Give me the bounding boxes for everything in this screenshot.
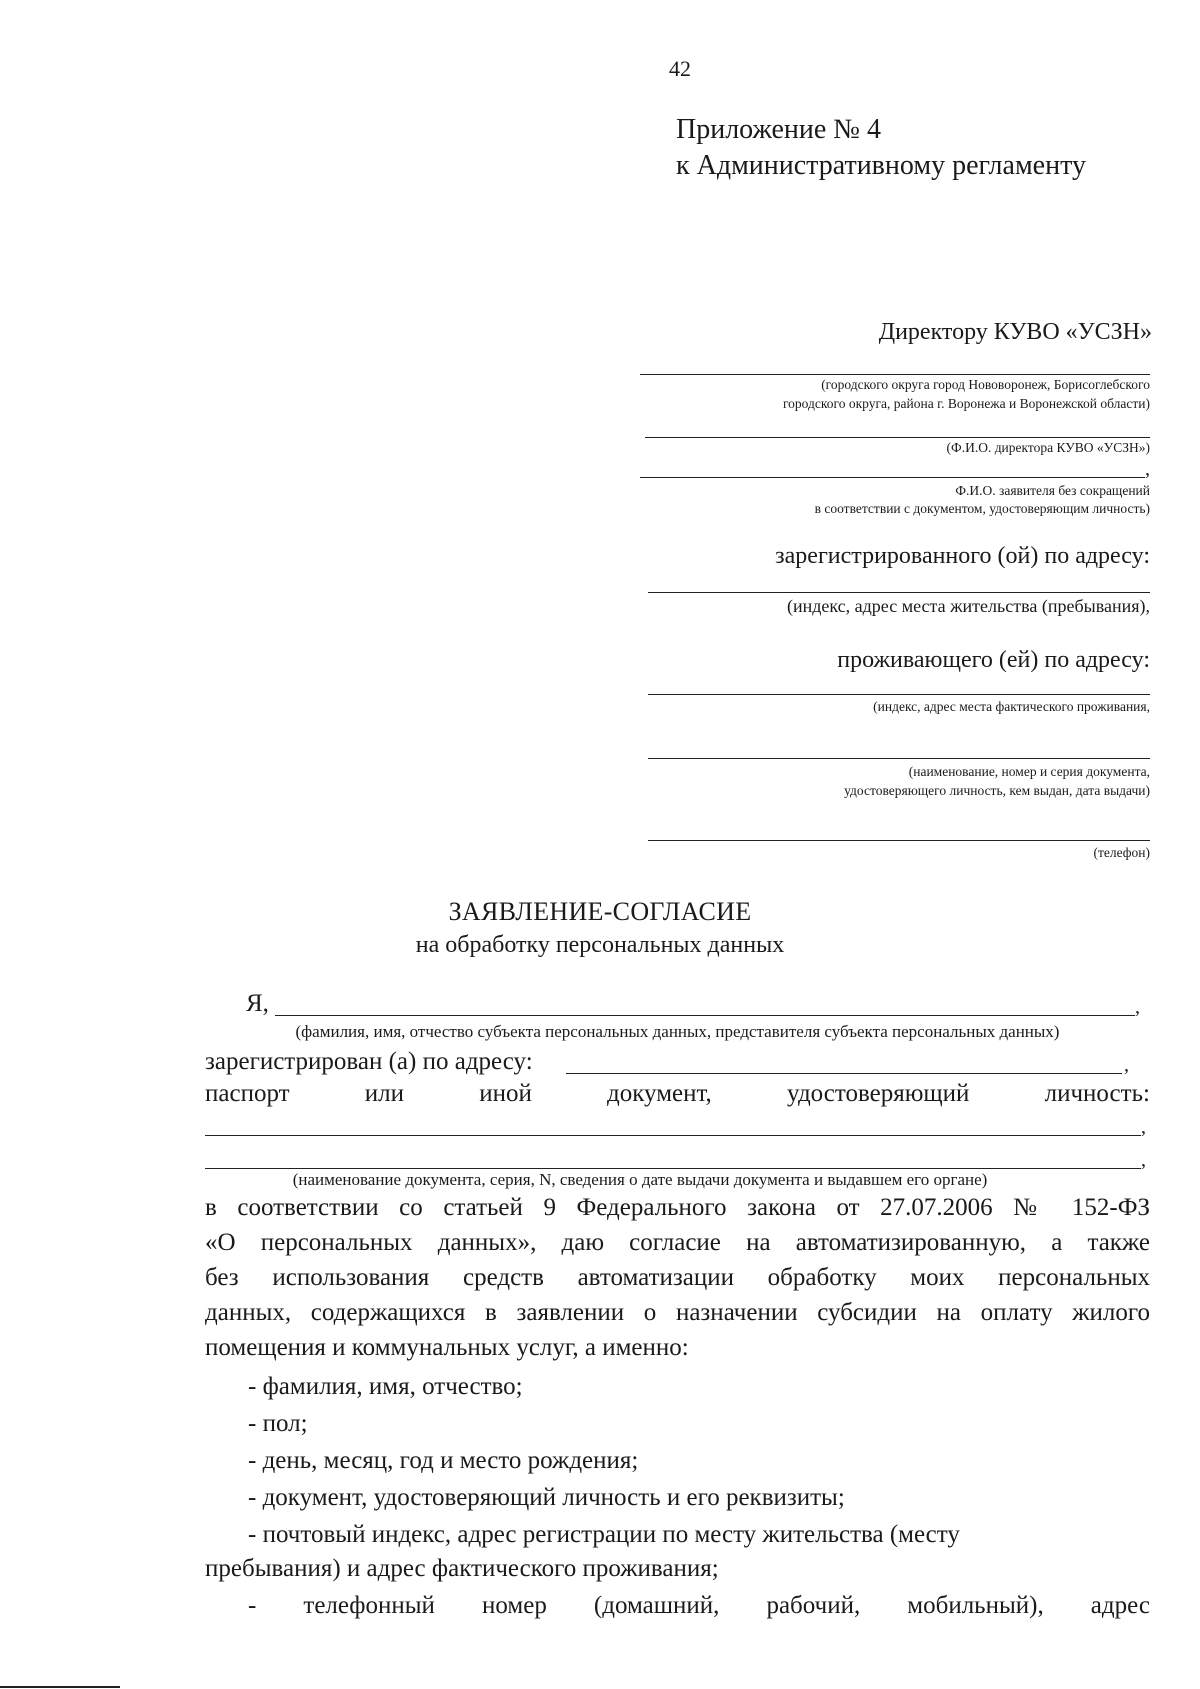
note-phone: (телефон) xyxy=(1093,845,1150,860)
list-item: - пол; xyxy=(248,1410,308,1437)
note-applicant-2: в соответствии с документом, удостоверяющим личность) xyxy=(814,501,1150,516)
word: рабочий, xyxy=(766,1592,861,1619)
blank-line-document-2 xyxy=(205,1168,1141,1169)
word: удостоверяющий xyxy=(787,1080,970,1107)
comma: , xyxy=(1135,996,1140,1018)
word: номер xyxy=(482,1592,547,1619)
consent-line-2 xyxy=(205,1229,1150,1257)
document-title: ЗАЯВЛЕНИЕ-СОГЛАСИЕ xyxy=(448,897,752,926)
note-fact-address: (индекс, адрес места фактического проживания, xyxy=(873,699,1150,714)
word: или xyxy=(364,1080,404,1107)
word: (домашний, xyxy=(593,1592,720,1619)
appendix-reference: к Административному регламенту xyxy=(676,150,1086,181)
word: адрес xyxy=(1090,1592,1150,1619)
comma: , xyxy=(1141,1116,1146,1138)
word: иной xyxy=(479,1080,532,1107)
consent-line-1 xyxy=(205,1194,1150,1222)
list-item-continuation: пребывания) и адрес фактического проживания; xyxy=(205,1555,719,1582)
appendix-number: Приложение № 4 xyxy=(676,114,881,145)
consent-line-3 xyxy=(205,1264,1150,1292)
consent-text: данных, содержащихся в заявлении о назначении субсидии на оплату жилого xyxy=(205,1299,1150,1326)
blank-line-document xyxy=(648,758,1150,759)
passport-line xyxy=(205,1080,1150,1108)
registered-label: зарегистрированного (ой) по адресу: xyxy=(775,543,1150,569)
consent-text: без использования средств автоматизации обработку моих персональных xyxy=(205,1264,1150,1291)
blank-line-director xyxy=(645,437,1150,438)
scan-edge-mark xyxy=(0,1686,120,1688)
note-doc-2: удостоверяющего личность, кем выдан, дата выдачи) xyxy=(844,783,1150,798)
consent-line-5: помещения и коммунальных услуг, а именно: xyxy=(205,1334,689,1361)
word: - xyxy=(248,1592,257,1619)
note-subject: (фамилия, имя, отчество субъекта персональных данных, представителя субъекта персональных данных) xyxy=(295,1022,1060,1041)
note-reg-address: (индекс, адрес места жительства (пребывания), xyxy=(786,596,1150,616)
blank-line-district xyxy=(640,374,1150,375)
note-district-1: (городского округа город Нововоронеж, Борисоглебского xyxy=(821,377,1150,392)
list-item: - почтовый индекс, адрес регистрации по месту жительства (месту xyxy=(248,1521,960,1548)
blank-line-name xyxy=(275,1015,1135,1016)
word: мобильный), xyxy=(907,1592,1044,1619)
addressee: Директору КУВО «УСЗН» xyxy=(878,319,1152,345)
consent-text: «О персональных данных», даю согласие на автоматизированную, а также xyxy=(205,1229,1150,1256)
blank-line-address xyxy=(566,1073,1122,1074)
blank-line-fact-address xyxy=(648,694,1150,695)
word: личность: xyxy=(1044,1080,1150,1107)
comma: , xyxy=(1124,1054,1129,1076)
blank-line-phone xyxy=(648,840,1150,841)
blank-line-applicant xyxy=(640,477,1145,478)
note-director: (Ф.И.О. директора КУВО «УСЗН») xyxy=(946,440,1150,455)
blank-line-reg-address xyxy=(648,592,1150,593)
document-subtitle: на обработку персональных данных xyxy=(415,932,785,958)
living-label: проживающего (ей) по адресу: xyxy=(837,647,1150,673)
ya-label: Я, xyxy=(246,990,269,1017)
list-item: - документ, удостоверяющий личность и его реквизиты; xyxy=(248,1484,845,1511)
registered-at-label: зарегистрирован (а) по адресу: xyxy=(205,1048,533,1075)
word: документ, xyxy=(607,1080,712,1107)
comma: , xyxy=(1141,1149,1146,1171)
list-item: - день, месяц, год и место рождения; xyxy=(248,1447,639,1474)
last-list-item xyxy=(248,1592,1150,1620)
note-applicant-1: Ф.И.О. заявителя без сокращений xyxy=(955,483,1150,498)
blank-line-document-1 xyxy=(205,1135,1141,1136)
word: телефонный xyxy=(303,1592,435,1619)
consent-line-4 xyxy=(205,1299,1150,1327)
consent-text: в соответствии со статьей 9 Федерального закона от 27.07.2006 № 152-ФЗ xyxy=(205,1194,1150,1221)
note-district-2: городского округа, района г. Воронежа и Воронежской области) xyxy=(782,396,1150,411)
list-item: - фамилия, имя, отчество; xyxy=(248,1373,523,1400)
note-document: (наименование документа, серия, N, сведения о дате выдачи документа и выдавшем его органе) xyxy=(292,1170,988,1189)
page-number: 42 xyxy=(669,56,691,81)
word: паспорт xyxy=(205,1080,290,1107)
comma: , xyxy=(1145,458,1150,480)
note-doc-1: (наименование, номер и серия документа, xyxy=(908,764,1150,779)
